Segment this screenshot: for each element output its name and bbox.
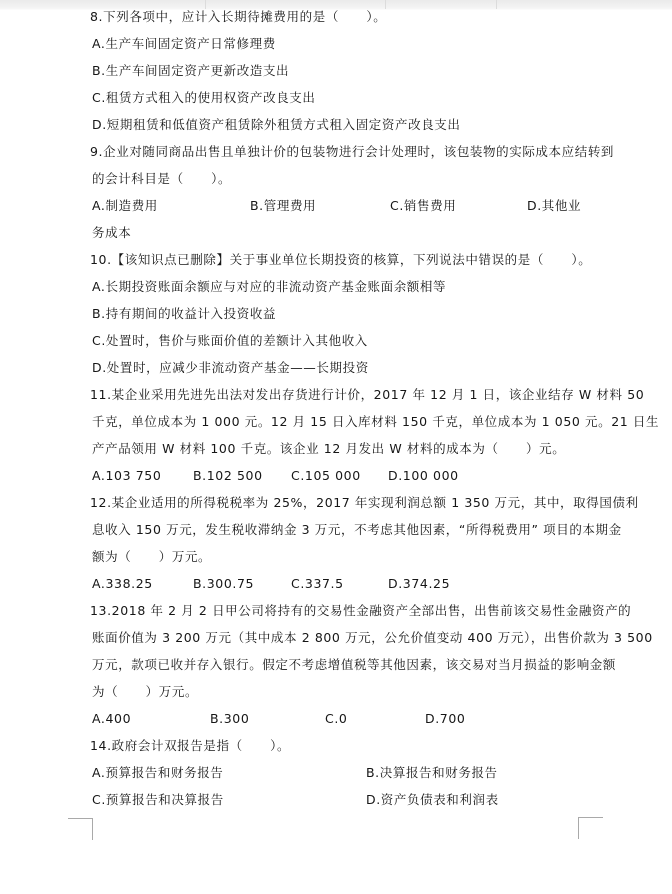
question-11-option-c: C.105 000	[291, 468, 361, 483]
question-8-option-c: C.租赁方式租入的使用权资产改良支出	[92, 90, 316, 105]
question-9-stem-line-2: 的会计科目是（ ）。	[92, 171, 232, 186]
text-boundary-mark-bottom-left-h	[68, 818, 93, 819]
question-11-option-b: B.102 500	[193, 468, 263, 483]
question-10-stem: 10.【该知识点已删除】关于事业单位长期投资的核算，下列说法中错误的是（ ）。	[90, 252, 592, 267]
question-14-stem: 14.政府会计双报告是指（ ）。	[90, 738, 291, 753]
question-12-options-row	[0, 570, 672, 597]
question-12-option-c: C.337.5	[291, 576, 344, 591]
question-11-option-a: A.103 750	[92, 468, 162, 483]
question-13-option-d: D.700	[425, 711, 466, 726]
question-13-options-row	[0, 705, 672, 732]
question-8-option-a: A.生产车间固定资产日常修理费	[92, 36, 276, 51]
question-8-option-b: B.生产车间固定资产更新改造支出	[92, 63, 290, 78]
question-14-option-d: D.资产负债表和利润表	[366, 792, 499, 807]
question-9-option-c: C.销售费用	[390, 198, 457, 213]
question-8-stem: 8.下列各项中，应计入长期待摊费用的是（ ）。	[90, 9, 387, 24]
question-10-option-d: D.处置时，应减少非流动资产基金——长期投资	[92, 360, 369, 375]
question-12-option-d: D.374.25	[388, 576, 451, 591]
question-9-options-row	[0, 192, 672, 219]
question-11-option-d: D.100 000	[388, 468, 459, 483]
question-12-stem-line-3: 额为（ ）万元。	[92, 549, 212, 564]
question-13-option-a: A.400	[92, 711, 132, 726]
question-13-option-c: C.0	[325, 711, 348, 726]
question-14-option-c: C.预算报告和决算报告	[92, 792, 224, 807]
question-14-options-row-1	[0, 759, 672, 786]
question-12-stem-line-2: 息收入 150 万元，发生税收滞纳金 3 万元，不考虑其他因素，“所得税费用” 项目的本期金	[92, 522, 622, 537]
text-boundary-mark-bottom-right-h	[578, 817, 603, 818]
question-11-options-row	[0, 462, 672, 489]
question-12-option-a: A.338.25	[92, 576, 153, 591]
question-9-stem-line-1: 9.企业对随同商品出售且单独计价的包装物进行会计处理时，该包装物的实际成本应结转到	[90, 144, 615, 159]
question-9-option-d: D.其他业	[527, 198, 582, 213]
question-13-option-b: B.300	[210, 711, 250, 726]
question-14-option-b: B.决算报告和财务报告	[366, 765, 498, 780]
question-10-option-b: B.持有期间的收益计入投资收益	[92, 306, 277, 321]
question-14-option-a: A.预算报告和财务报告	[92, 765, 224, 780]
question-9-option-b: B.管理费用	[250, 198, 317, 213]
question-10-option-a: A.长期投资账面余额应与对应的非流动资产基金账面余额相等	[92, 279, 447, 294]
question-8-option-d: D.短期租赁和低值资产租赁除外租赁方式租入固定资产改良支出	[92, 117, 461, 132]
question-14-options-row-2	[0, 786, 672, 813]
text-boundary-mark-bottom-left-v	[92, 818, 93, 840]
document-page	[0, 3, 672, 813]
question-13-stem-line-4: 为（ ）万元。	[92, 684, 199, 699]
question-11-stem-line-3: 产产品领用 W 材料 100 千克。该企业 12 月发出 W 材料的成本为（ ）元。	[92, 441, 566, 456]
question-12-stem-line-1: 12.某企业适用的所得税税率为 25%，2017 年实现利润总额 1 350 万元，其中，取得国债利	[90, 495, 639, 510]
question-9-option-d-wrap: 务成本	[92, 225, 132, 240]
question-9-option-a: A.制造费用	[92, 198, 158, 213]
question-10-option-c: C.处置时，售价与账面价值的差额计入其他收入	[92, 333, 368, 348]
text-boundary-mark-bottom-right-v	[578, 817, 579, 839]
question-13-stem-line-2: 账面价值为 3 200 万元（其中成本 2 800 万元，公允价值变动 400 万元），出售价款为 3 500	[92, 630, 653, 645]
question-11-stem-line-2: 千克，单位成本为 1 000 元。12 月 15 日入库材料 150 千克，单位成本为 1 050 元。21 日生	[92, 414, 660, 429]
question-13-stem-line-3: 万元，款项已收并存入银行。假定不考虑增值税等其他因素，该交易对当月损益的影响金额	[92, 657, 617, 672]
question-13-stem-line-1: 13.2018 年 2 月 2 日甲公司将持有的交易性金融资产全部出售，出售前该交易性金融资产的	[90, 603, 632, 618]
question-12-option-b: B.300.75	[193, 576, 255, 591]
question-11-stem-line-1: 11.某企业采用先进先出法对发出存货进行计价，2017 年 12 月 1 日，该企业结存 W 材料 50	[90, 387, 645, 402]
